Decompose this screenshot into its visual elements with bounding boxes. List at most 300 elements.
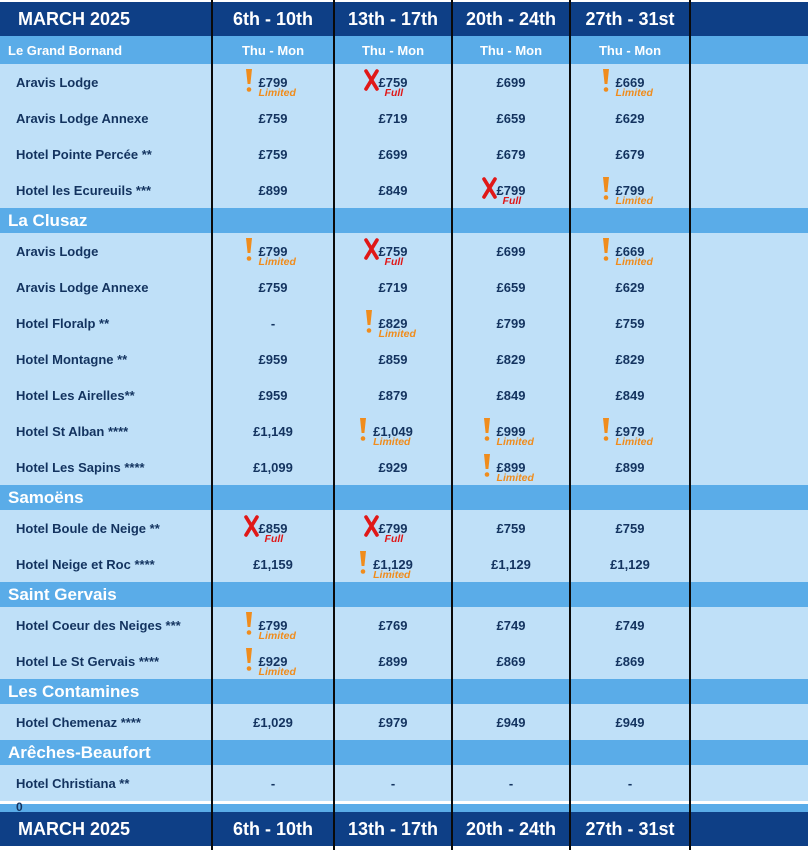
cell [571,413,689,449]
cell [571,643,689,679]
price-amount: £879 [378,387,408,403]
cell [335,269,451,305]
price-value [253,715,293,730]
price-amount: £979 [378,714,408,730]
limited-label: Limited [258,255,296,268]
cell [0,485,211,510]
limited-label: Limited [496,471,534,484]
price-value [616,147,645,162]
price-value [497,715,526,730]
cell [691,804,808,812]
price-amount: £799 [258,243,288,259]
cell [453,233,569,269]
price-amount: £759 [258,279,288,295]
hotel-name: Aravis Lodge [16,74,99,90]
cell [691,740,808,765]
cell [453,582,569,607]
price-amount: £799 [496,315,526,331]
column-divider [451,0,453,850]
price-value [616,654,645,669]
limited-label: Limited [615,194,653,207]
cell [691,704,808,740]
hotel-name: Hotel St Alban **** [16,423,129,439]
price-value [497,654,526,669]
limited-label: Limited [258,86,296,99]
cell [0,704,211,740]
cell [571,100,689,136]
price-value [496,423,534,448]
limited-exclamation-icon [245,69,253,93]
cell [453,136,569,172]
hotel-row [0,233,808,269]
hotel-name: Hotel Coeur des Neiges *** [16,617,181,633]
separator-strip [0,804,808,812]
day-range-label: Thu - Mon [241,42,305,58]
price-value [497,147,526,162]
price-value [378,243,408,268]
price-amount: £929 [378,459,408,475]
cell [691,485,808,510]
price-value [496,459,534,484]
column-divider [569,0,571,850]
cell [213,740,333,765]
price-value [259,280,288,295]
price-value [615,423,653,448]
price-value [259,147,288,162]
full-label: Full [264,532,284,545]
cell [571,582,689,607]
cell [335,449,451,485]
cell [0,765,211,801]
hotel-row [0,172,808,208]
header-row-week-1: 6th - 10th [232,8,313,29]
cell [453,413,569,449]
cell [691,413,808,449]
price-value [509,776,513,791]
cell [691,607,808,643]
price-amount: - [627,775,633,791]
region-row [0,582,808,607]
cell [213,413,333,449]
cell [691,2,808,36]
limited-exclamation-icon [483,454,491,478]
price-value [373,423,413,448]
footer-row-week-2: 13th - 17th [347,818,439,839]
hotel-name: Hotel Chemenaz **** [16,714,141,730]
cell [571,804,689,812]
price-value [271,316,275,331]
cell [453,100,569,136]
price-value [497,316,526,331]
cell [213,679,333,704]
cell [335,485,451,510]
price-amount: £1,149 [253,423,293,439]
price-amount: £769 [378,617,408,633]
price-value [615,74,653,99]
cell [691,64,808,100]
price-amount: £829 [378,315,408,331]
price-amount: £859 [378,351,408,367]
cell [213,36,333,64]
cell [335,643,451,679]
hotel-row [0,64,808,100]
cell [691,233,808,269]
cell [213,341,333,377]
cell [453,510,569,546]
price-value [258,520,288,545]
full-cross-icon [363,515,380,537]
cell [213,449,333,485]
cell [571,812,689,846]
price-value [379,352,408,367]
price-amount: £859 [258,520,288,536]
cell [691,208,808,233]
price-amount: £949 [496,714,526,730]
price-amount: £799 [258,617,288,633]
cell [691,765,808,801]
day-range-label: Thu - Mon [361,42,425,58]
full-cross-icon [481,177,498,199]
cell [571,305,689,341]
price-value [379,147,408,162]
column-divider [689,0,691,850]
price-amount: £759 [615,520,645,536]
cell [213,377,333,413]
price-value [379,618,408,633]
price-value [616,111,645,126]
price-value [259,388,288,403]
cell [0,812,211,846]
cell [335,36,451,64]
cell [571,740,689,765]
price-amount: £899 [496,459,526,475]
cell [213,485,333,510]
hotel-name: Hotel Montagne ** [16,351,128,367]
price-amount: £869 [496,653,526,669]
price-amount: £799 [496,182,526,198]
cell [213,582,333,607]
cell [0,643,211,679]
cell [213,704,333,740]
hotel-row [0,449,808,485]
hotel-row [0,269,808,305]
hotel-row [0,341,808,377]
price-amount: £849 [496,387,526,403]
cell [0,64,211,100]
price-value [616,352,645,367]
cell [571,510,689,546]
limited-label: Limited [615,435,653,448]
cell [571,172,689,208]
cell [453,704,569,740]
price-amount: £1,129 [610,556,650,572]
region-name: Le Grand Bornand [8,42,123,58]
price-amount: £899 [258,182,288,198]
cell [335,305,451,341]
cell [335,208,451,233]
price-amount: £1,049 [373,423,413,439]
price-amount: £1,159 [253,556,293,572]
header-row-week-2: 13th - 17th [347,8,439,29]
cell [571,64,689,100]
limited-label: Limited [496,435,534,448]
cell [0,136,211,172]
limited-label: Limited [378,327,416,340]
cell [691,305,808,341]
cell [453,2,569,36]
cell [213,233,333,269]
cell [453,546,569,582]
full-label: Full [502,194,522,207]
full-cross-icon [363,238,380,260]
hotel-row [0,546,808,582]
cell [691,582,808,607]
price-value [259,111,288,126]
price-value [253,557,293,572]
price-value [616,460,645,475]
full-label: Full [384,255,404,268]
hotel-name: Hotel Le St Gervais **** [16,653,160,669]
cell [571,765,689,801]
price-value [615,243,653,268]
cell [335,765,451,801]
price-value [258,617,296,642]
limited-exclamation-icon [245,648,253,672]
region-name: Arêches-Beaufort [8,742,151,762]
cell [0,100,211,136]
limited-exclamation-icon [359,551,367,575]
cell [335,510,451,546]
cell [691,36,808,64]
hotel-name: Hotel Neige et Roc **** [16,556,155,572]
header-row-week-3: 20th - 24th [465,8,557,29]
region-name: Les Contamines [8,681,140,701]
price-value [259,183,288,198]
limited-exclamation-icon [602,238,610,262]
price-value [497,618,526,633]
cell [213,305,333,341]
cell [571,341,689,377]
cell [691,100,808,136]
price-value [379,715,408,730]
footer-row [0,812,808,846]
cell [571,449,689,485]
cell [213,2,333,36]
hotel-row [0,305,808,341]
cell [0,679,211,704]
price-value [497,280,526,295]
cell [213,172,333,208]
price-amount: - [270,315,276,331]
cell [213,100,333,136]
region-name: Saint Gervais [8,584,117,604]
price-amount: £1,129 [373,556,413,572]
price-value [610,557,650,572]
cell [0,510,211,546]
cell [453,36,569,64]
cell [571,2,689,36]
price-amount: £929 [258,653,288,669]
cell [213,643,333,679]
price-amount: £849 [615,387,645,403]
cell [453,172,569,208]
price-value [379,654,408,669]
region-row [0,208,808,233]
price-value [391,776,395,791]
cell [453,208,569,233]
price-amount: - [270,775,276,791]
price-value [378,74,408,99]
cell [335,172,451,208]
trailing-text: 0 [16,800,23,814]
cell [0,804,211,812]
cell [453,679,569,704]
limited-exclamation-icon [245,238,253,262]
price-amount: £759 [258,110,288,126]
cell [0,172,211,208]
header-row-title: MARCH 2025 [18,8,131,29]
price-amount: £659 [496,279,526,295]
cell [335,233,451,269]
limited-exclamation-icon [602,418,610,442]
cell [453,607,569,643]
price-amount: £849 [378,182,408,198]
hotel-name: Hotel Christiana ** [16,775,130,791]
cell [0,341,211,377]
price-value [497,75,526,90]
cell [571,679,689,704]
column-divider [333,0,335,850]
price-value [271,776,275,791]
cell [571,136,689,172]
hotel-name: Hotel Les Airelles** [16,387,135,403]
cell [571,377,689,413]
cell [571,485,689,510]
hotel-row [0,643,808,679]
cell [453,377,569,413]
cell [0,546,211,582]
cell [453,765,569,801]
region-row [0,485,808,510]
price-amount: £749 [615,617,645,633]
price-value [616,280,645,295]
limited-label: Limited [615,255,653,268]
column-divider [211,0,213,850]
hotel-row [0,100,808,136]
price-amount: £719 [378,279,408,295]
full-label: Full [384,86,404,99]
price-amount: £629 [615,279,645,295]
cell [0,36,211,64]
cell [213,804,333,812]
price-value [259,352,288,367]
cell [0,449,211,485]
price-value [373,556,413,581]
price-amount: £1,099 [253,459,293,475]
price-amount: £759 [496,520,526,536]
price-value [628,776,632,791]
cell [0,582,211,607]
price-amount: £799 [615,182,645,198]
price-value [258,653,296,678]
price-value [253,424,293,439]
hotel-name: Aravis Lodge Annexe [16,279,149,295]
cell [335,64,451,100]
price-value [616,618,645,633]
price-value [258,74,296,99]
price-value [379,111,408,126]
cell [213,765,333,801]
price-value [378,520,408,545]
cell [335,413,451,449]
price-value [379,460,408,475]
cell [213,510,333,546]
price-amount: £899 [615,459,645,475]
hotel-row [0,377,808,413]
price-amount: £949 [615,714,645,730]
price-amount: £699 [496,74,526,90]
price-amount: £1,029 [253,714,293,730]
cell [0,740,211,765]
cell [335,804,451,812]
price-value [379,388,408,403]
region-name: Samoëns [8,487,84,507]
cell [571,704,689,740]
price-amount: - [508,775,514,791]
price-amount: £1,129 [491,556,531,572]
price-value [379,280,408,295]
price-value [379,183,408,198]
cell [335,679,451,704]
price-amount: £749 [496,617,526,633]
limited-label: Limited [373,568,411,581]
cell [453,305,569,341]
hotel-row [0,607,808,643]
full-cross-icon [363,69,380,91]
hotel-name: Aravis Lodge [16,243,99,259]
cell [691,510,808,546]
cell [453,449,569,485]
price-amount: £669 [615,74,645,90]
cell [691,377,808,413]
price-value [253,460,293,475]
price-amount: - [390,775,396,791]
price-value [616,388,645,403]
day-range-label: Thu - Mon [598,42,662,58]
cell [691,136,808,172]
cell [335,2,451,36]
cell [0,269,211,305]
cell [453,804,569,812]
cell [453,812,569,846]
cell [691,643,808,679]
header-row-week-4: 27th - 31st [585,8,675,29]
price-amount: £799 [378,520,408,536]
price-value [616,521,645,536]
cell [453,485,569,510]
cell [0,2,211,36]
footer-row-title: MARCH 2025 [18,818,131,839]
price-amount: £759 [258,146,288,162]
hotel-name: Hotel les Ecureuils *** [16,182,152,198]
price-amount: £659 [496,110,526,126]
price-amount: £999 [496,423,526,439]
price-amount: £869 [615,653,645,669]
cell [213,208,333,233]
hotel-row [0,136,808,172]
cell [571,607,689,643]
cell [335,341,451,377]
